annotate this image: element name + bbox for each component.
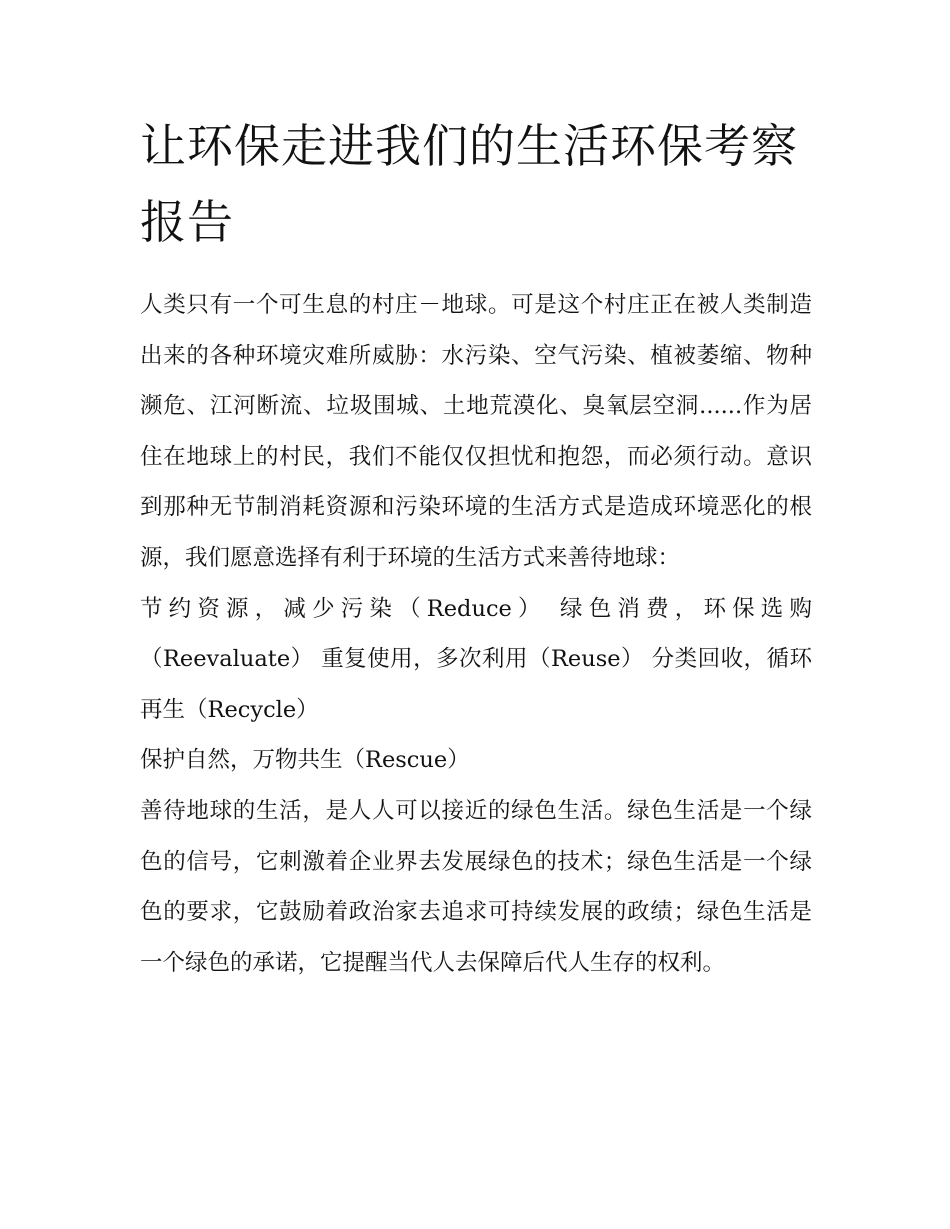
document-body (140, 108, 812, 988)
paragraph-conclusion: 善待地球的生活，是人人可以接近的绿色生活。绿色生活是一个绿色的信号，它刺激着企业界去发展绿色的技术；绿色生活是一个绿色的要求，它鼓励着政治家去追求可持续发展的政绩；绿色生活是一个绿色的承诺，它提醒当代人去保障后代人生存的权利。 (140, 797, 812, 976)
document-title: 让环保走进我们的生活环保考察报告 (140, 119, 798, 249)
paragraph-principles: 节约资源，减少污染（Reduce） 绿色消费，环保选购（Reevaluate） 重复使用，多次利用（Reuse） 分类回收，循环再生（Recycle） (140, 595, 812, 723)
paragraph-rescue: 保护自然，万物共生（Rescue） (140, 747, 470, 774)
paragraph-intro: 人类只有一个可生息的村庄－地球。可是这个村庄正在被人类制造出来的各种环境灾难所威胁：水污染、空气污染、植被萎缩、物种濒危、江河断流、垃圾围城、土地荒漠化、臭氧层空洞......作为居住在地球上的村民，我们不能仅仅担忧和抱怨，而必须行动。意识到那种无节制消耗资源和污染环境的生活方式是造成环境恶化的根源，我们愿意选择有利于环境的生活方式来善待地球： (140, 292, 812, 571)
